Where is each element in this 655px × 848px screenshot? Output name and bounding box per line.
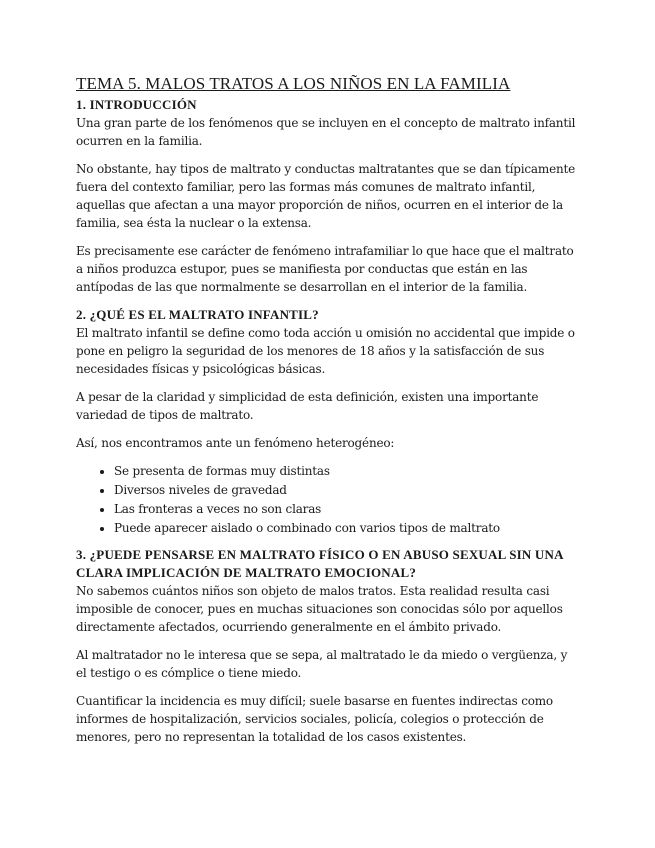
document-body [76, 74, 581, 756]
list-item: • Puede aparecer aislado o combinado con varios tipos de maltrato [114, 519, 581, 538]
paragraph: Así, nos encontramos ante un fenómeno heterogéneo: [76, 436, 395, 450]
paragraph: Una gran parte de los fenómenos que se incluyen en el concepto de maltrato infantil ocurren en la familia. [76, 116, 576, 148]
paragraph: Al maltratador no le interesa que se sepa, al maltratado le da miedo o vergüenza, y el testigo o es cómplice o tiene miedo. [76, 648, 568, 680]
list-item: • Se presenta de formas muy distintas [114, 462, 581, 481]
paragraph: A pesar de la claridad y simplicidad de esta definición, existen una importante variedad de tipos de maltrato. [76, 390, 539, 422]
document-title: TEMA 5. MALOS TRATOS A LOS NIÑOS EN LA FAMILIA [76, 74, 511, 93]
bullet-list [76, 462, 581, 538]
paragraph: Es precisamente ese carácter de fenómeno intrafamiliar lo que hace que el maltrato a niños produzca estupor, pues se manifiesta por conductas que están en las antípodas de las que normalmente se desarrollan en el interior de la familia. [76, 244, 574, 294]
paragraph: El maltrato infantil se define como toda acción u omisión no accidental que impide o pone en peligro la seguridad de los menores de 18 años y la satisfacción de sus necesidades físicas y psicológicas básicas. [76, 326, 575, 376]
section-heading-maltrato-emocional: 3. ¿PUEDE PENSARSE EN MALTRATO FÍSICO O EN ABUSO SEXUAL SIN UNA CLARA IMPLICACIÓN DE MALTRATO EMOCIONAL? [76, 547, 563, 580]
list-item: • Diversos niveles de gravedad [114, 481, 581, 500]
paragraph: No sabemos cuántos niños son objeto de malos tratos. Esta realidad resulta casi imposible de conocer, pues en muchas situaciones son conocidas sólo por aquellos directamente afectados, ocurriendo generalmente en el ámbito privado. [76, 584, 563, 634]
paragraph: No obstante, hay tipos de maltrato y conductas maltratantes que se dan típicamente fuera del contexto familiar, pero las formas más comunes de maltrato infantil, aquellas que afectan a una mayor proporción de niños, ocurren en el interior de la familia, sea ésta la nuclear o la extensa. [76, 162, 576, 230]
paragraph: Cuantificar la incidencia es muy difícil; suele basarse en fuentes indirectas como informes de hospitalización, servicios sociales, policía, colegios o protección de menores, pero no representan la totalidad de los casos existentes. [76, 694, 553, 744]
list-item: • Las fronteras a veces no son claras [114, 500, 581, 519]
section-heading-que-es-maltrato: 2. ¿QUÉ ES EL MALTRATO INFANTIL? [76, 307, 319, 322]
section-heading-introduccion: 1. INTRODUCCIÓN [76, 97, 197, 112]
